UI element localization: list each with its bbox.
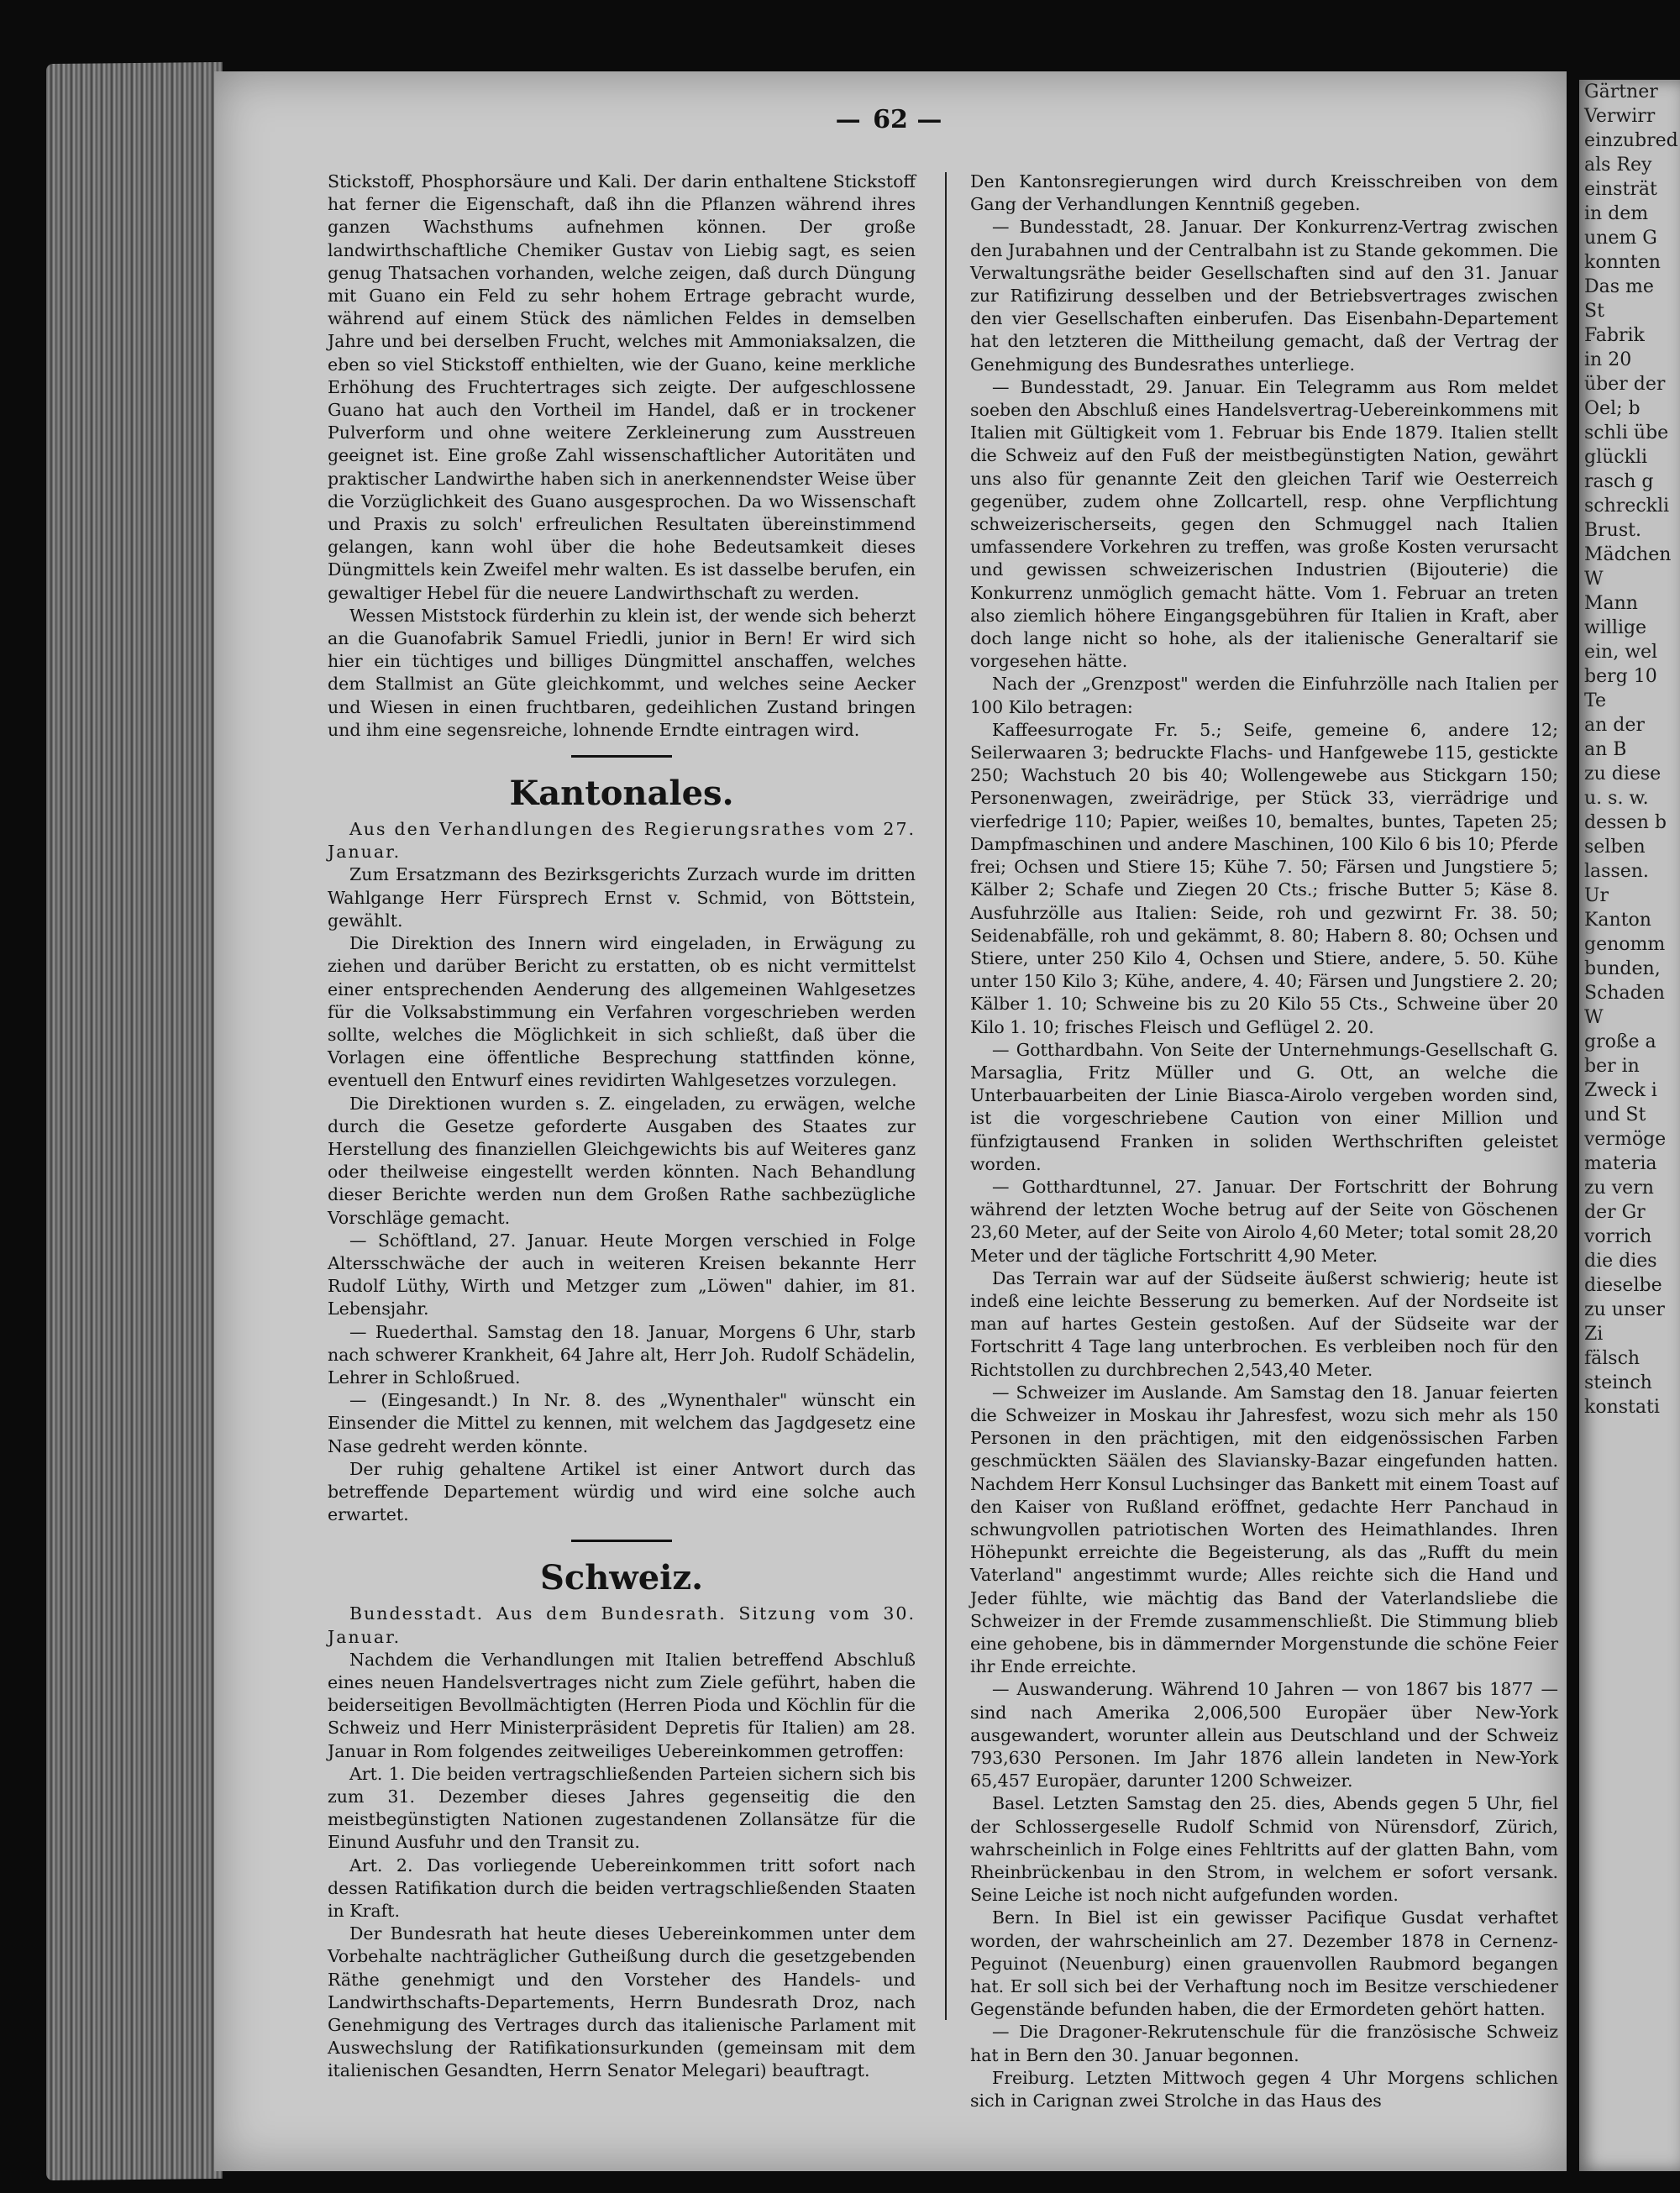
adjacent-page-line: Das me: [1584, 276, 1654, 297]
article-paragraph: Art. 2. Das vorliegende Uebereinkommen tritt sofort nach dessen Ratifikation durch die beiden vertragschließenden Staaten in Kraft.: [328, 1855, 916, 1922]
adjacent-page-line: Zi: [1584, 1324, 1604, 1345]
adjacent-page-fragment: [1579, 80, 1680, 2171]
adjacent-page-line: zu vern: [1584, 1178, 1654, 1199]
adjacent-page-line: lassen.: [1584, 861, 1649, 882]
section-heading-kantonales: Kantonales.: [509, 774, 734, 814]
article-paragraph: Bern. In Biel ist ein gewisser Pacifique Gusdat verhaftet worden, der wahrscheinlich am 27. Dezember 1878 in Cernenz-Peguinot (Neuenburg) einen grauenvollen Raubmord begangen hat. Er soll sich bei der Verhaftung noch im Besitze verschiedener Gegenstände befunden haben, die der Ermordeten gehört hatten.: [970, 1907, 1558, 2020]
article-paragraph: Nachdem die Verhandlungen mit Italien betreffend Abschluß eines neuen Handelsvertrages nicht zum Ziele geführt, haben die beiderseitigen Bevollmächtigten (Herren Pioda und Köchlin für die Schweiz und Herr Ministerpräsident Depretis für Italien) am 28. Januar in Rom folgendes zeitweiliges Uebereinkommen getroffen:: [328, 1649, 916, 1761]
adjacent-page-line: unem G: [1584, 228, 1657, 249]
book-page-edges: [46, 62, 223, 2180]
adjacent-page-line: materia: [1584, 1153, 1657, 1174]
article-paragraph: Kaffeesurrogate Fr. 5.; Seife, gemeine 6, andere 12; Seilerwaaren 3; bedruckte Flachs- und Hanfgewebe 115, gestickte 250; Wachstuch 20 bis 40; Wollengewebe aus Stickgarn 150; Personenwagen, zweirädrige, per Stück 33, vierrädrige und vierfedrige 110; Papier, weißes 10, bemaltes, buntes, Tapeten 25; Dampfmaschinen und andere Maschinen, 100 Kilo 6 bis 10; Pferde frei; Ochsen und Stiere 15; Kühe 7. 50; Färsen und Jungstiere 5; Kälber 2; Schafe und Ziegen 20 Cts.; frische Butter 5; Käse 8. Ausfuhrzölle aus Italien: Seide, roh und gezwirnt Fr. 38. 50; Seidenabfälle, roh und gekämmt, 8. 80; Habern 8. 80; Ochsen und Stiere, unter 250 Kilo 4, Ochsen und Stiere, andere, 5. 50. Kühe unter 150 Kilo 3; Kühe, andere, 4. 40; Färsen und Jungstiere 2. 20; Kälber 1. 10; Schweine bis zu 20 Kilo 55 Cts., Schweine über 20 Kilo 1. 10; frisches Fleisch und Geflügel 2. 20.: [970, 719, 1558, 1037]
adjacent-page-line: Ur: [1584, 885, 1609, 906]
adjacent-page-line: einzubred: [1584, 130, 1678, 151]
article-paragraph: Freiburg. Letzten Mittwoch gegen 4 Uhr Morgens schlichen sich in Carignan zwei Strolche in das Haus des: [970, 2067, 1558, 2112]
left-column: [328, 171, 916, 2083]
section-intro: Bundesstadt. Aus dem Bundesrath. Sitzung vom 30. Januar.: [328, 1603, 916, 1647]
adjacent-page-line: als Rey: [1584, 155, 1652, 176]
adjacent-page-line: W: [1584, 569, 1604, 590]
adjacent-page-line: glückli: [1584, 447, 1648, 468]
page-number: 62: [873, 105, 908, 134]
adjacent-page-line: konstati: [1584, 1397, 1660, 1418]
article-paragraph: Die Direktionen wurden s. Z. eingeladen, zu erwägen, welche durch die Gesetze geforderte Ausgaben des Staates zur Herstellung des finanziellen Gleichgewichts bis auf Weiteres ganz oder theilweise eingestellt werden könnten. Nach Behandlung dieser Berichte werden nun dem Großen Rathe sachbezügliche Vorschläge gemacht.: [328, 1093, 916, 1228]
adjacent-page-line: Mädchen: [1584, 544, 1672, 565]
article-paragraph: Die Direktion des Innern wird eingeladen, in Erwägung zu ziehen und darüber Bericht zu erstatten, ob es nicht vermittelst einer entsprechenden Aenderung des allgemeinen Wahlgesetzes für die Volksabstimmung ein Verfahren vorgeschrieben werden sollte, welches die Möglichkeit in sich schließt, daß über die Vorlagen eine öffentliche Besprechung stattfinden könne, eventuell den Entwurf eines revidirten Wahlgesetzes vorzulegen.: [328, 933, 916, 1091]
article-paragraph: Zum Ersatzmann des Bezirksgerichts Zurzach wurde im dritten Wahlgange Herr Fürsprech Ernst v. Schmid, von Böttstein, gewählt.: [328, 864, 916, 931]
adjacent-page-line: vorrich: [1584, 1226, 1652, 1247]
article-paragraph: Wessen Miststock fürderhin zu klein ist, der wende sich beherzt an die Guanofabrik Samuel Friedli, junior in Bern! Er wird sich hier ein tüchtiges und billiges Düngmittel anschaffen, welches dem Stallmist an Güte gleichkommt, und welches seine Aecker und Wiesen in einen fruchtbaren, gedeihlichen Zustand bringen und ihm eine segensreiche, lohnende Erndte eintragen wird.: [328, 605, 916, 740]
article-paragraph: — (Eingesandt.) In Nr. 8. des „Wynenthaler" wünscht ein Einsender die Mittel zu kennen, mit welchem das Jagdgesetz eine Nase gedreht werden könnte.: [328, 1390, 916, 1456]
adjacent-page-line: einsträt: [1584, 179, 1657, 200]
adjacent-page-line: St: [1584, 301, 1604, 322]
article-paragraph: — Bundesstadt, 29. Januar. Ein Telegramm aus Rom meldet soeben den Abschluß eines Handelsvertrag-Uebereinkommens mit Italien mit Gültigkeit vom 1. Februar bis Ende 1879. Italien stellt die Schweiz auf den Fuß der meistbegünstigten Nation, gewährt uns also für genannte Zeit den gleichen Tarif wie Oesterreich gegenüber, zudem ohne Zollcartell, resp. ohne Verpflichtung schweizerischerseits, gegen den Schmuggel nach Italien umfassendere Vorkehren zu treffen, was große Kosten verursacht und gewissen schweizerischen Industrien (Bijouterie) die Konkurrenz unmöglich gemacht hätte. Vom 1. Februar an treten also ziemlich höhere Eingangsgebühren für Italien in Kraft, aber doch lange nicht so hohe, als der italienische Generaltarif sie vorgesehen hätte.: [970, 376, 1558, 672]
adjacent-page-line: u. s. w.: [1584, 788, 1649, 809]
adjacent-page-line: dieselbe: [1584, 1275, 1662, 1296]
newspaper-page: [214, 71, 1567, 2171]
adjacent-page-line: schreckli: [1584, 496, 1670, 517]
adjacent-page-line: große a: [1584, 1031, 1656, 1052]
adjacent-page-line: zu unser: [1584, 1299, 1665, 1320]
adjacent-page-line: Gärtner: [1584, 81, 1658, 102]
article-paragraph: — Gotthardtunnel, 27. Januar. Der Fortschritt der Bohrung während der letzten Woche betrug auf der Seite von Göschenen 23,60 Meter, auf der Seite von Airolo 4,60 Meter; total somit 28,20 Meter und der tägliche Fortschritt 4,90 Meter.: [970, 1176, 1558, 1266]
adjacent-page-line: der Gr: [1584, 1202, 1646, 1223]
adjacent-page-line: Kanton: [1584, 910, 1651, 931]
adjacent-page-line: in 20: [1584, 349, 1632, 370]
adjacent-page-line: vermöge: [1584, 1129, 1667, 1150]
column-divider: [945, 172, 947, 2020]
section-divider: [571, 755, 672, 758]
article-paragraph: — Auswanderung. Während 10 Jahren — von 1867 bis 1877 — sind nach Amerika 2,006,500 Europäer über New-York ausgewandert, worunter allein aus Deutschland und der Schweiz 793,630 Personen. Im Jahr 1876 allein landeten in New-York 65,457 Europäer, darunter 1200 Schweizer.: [970, 1679, 1558, 1792]
adjacent-page-line: fälsch: [1584, 1348, 1641, 1369]
section-heading-schweiz: Schweiz.: [539, 1558, 704, 1598]
adjacent-page-line: rasch g: [1584, 471, 1654, 492]
adjacent-page-line: die dies: [1584, 1251, 1657, 1272]
adjacent-page-line: Te: [1584, 690, 1606, 711]
adjacent-page-line: steinch: [1584, 1372, 1652, 1393]
right-column: [970, 171, 1558, 2112]
adjacent-page-line: bunden,: [1584, 958, 1661, 979]
adjacent-page-line: an B: [1584, 739, 1627, 760]
article-paragraph: — Schöftland, 27. Januar. Heute Morgen verschied in Folge Altersschwäche der auch in weiteren Kreisen bekannte Herr Rudolf Lüthy, Wirth und Metzger zum „Löwen" dahier, im 81. Lebensjahr.: [328, 1230, 916, 1319]
adjacent-page-line: Fabrik: [1584, 325, 1645, 346]
adjacent-page-line: dessen b: [1584, 812, 1667, 833]
article-paragraph: — Schweizer im Auslande. Am Samstag den 18. Januar feierten die Schweizer in Moskau ihr Jahresfest, wozu sich mehr als 150 Personen in den prächtigen, mit den eidgenössischen Farben geschmückten Säälen des Slaviansky-Bazar eingefunden hatten. Nachdem Herr Konsul Luchsinger das Bankett mit einem Toast auf den Kaiser von Rußland eröffnet, gedachte Herr Panchaud in schwungvollen patriotischen Worten des Heimathlandes. Ihren Höhepunkt erreichte die Begeisterung, als das „Rufft du mein Vaterland" angestimmt wurde; Alles reichte sich die Hand und Jeder fühlte, wie mächtig das Band der Vaterlandsliebe die Schweizer in der Fremde zusammenschließt. Die Stimmung blieb eine gehobene, bis in dämmernder Morgenstunde die schöne Feier ihr Ende erreichte.: [970, 1382, 1558, 1677]
adjacent-page-line: genomm: [1584, 934, 1666, 955]
adjacent-page-line: Oel; b: [1584, 398, 1641, 419]
adjacent-page-line: ein, wel: [1584, 642, 1658, 663]
adjacent-page-line: schli übe: [1584, 422, 1669, 443]
adjacent-page-line: W: [1584, 1007, 1604, 1028]
adjacent-page-line: selben: [1584, 837, 1646, 858]
adjacent-page-line: ber in: [1584, 1056, 1640, 1077]
adjacent-page-line: Zweck i: [1584, 1080, 1657, 1101]
article-paragraph: Der Bundesrath hat heute dieses Uebereinkommen unter dem Vorbehalte nachträglicher Gutheißung durch die gesetzgebenden Räthe genehmigt und den Vorsteher des Handels- und Landwirthschafts-Departements, Herrn Bundesrath Droz, nach Genehmigung des Vertrages durch das italienische Parlament mit Auswechslung der Ratifikationsurkunden (gemeinsam mit dem italienischen Gesandten, Herrn Senator Melegari) beauftragt.: [328, 1923, 916, 2081]
article-paragraph: — Ruederthal. Samstag den 18. Januar, Morgens 6 Uhr, starb nach schwerer Krankheit, 64 Jahre alt, Herr Joh. Rudolf Schädelin, Lehrer in Schloßrued.: [328, 1321, 916, 1388]
section-divider: [571, 1540, 672, 1542]
adjacent-page-line: in dem: [1584, 203, 1649, 224]
article-paragraph: Stickstoff, Phosphorsäure und Kali. Der darin enthaltene Stickstoff hat ferner die Eigenschaft, daß ihn die Pflanzen während ihres ganzen Wachsthums aufnehmen können. Der große landwirthschaftliche Chemiker Gustav von Liebig sagt, es seien genug Thatsachen vorhanden, welche zeigen, daß durch Düngung mit Guano ein Feld zu sehr hohem Ertrage gebracht wurde, während auf einem Stück des nämlichen Feldes in demselben Jahre und bei derselben Frucht, welches mit Ammoniaksalzen, die eben so viel Stickstoff enthielten, wie der Guano, keine merkliche Erhöhung des Fruchtertrages sich zeigte. Der aufgeschlossene Guano hat auch den Vortheil im Handel, daß er in trockener Pulverform und ohne weitere Zerkleinerung zum Ausstreuen geeignet ist. Eine große Zahl wissenschaftlicher Autoritäten und praktischer Landwirthe haben sich in anerkennendster Weise über die Vorzüglichkeit des Guano ausgesprochen. Da wo Wissenschaft und Praxis zu solch' erfreulichen Resultaten übereinstimmend gelangen, kann wohl über die hohe Bedeutsamkeit dieses Düngmittels kein Zweifel mehr walten. Es ist dasselbe berufen, ein gewaltiger Hebel für die neuere Landwirthschaft zu werden.: [328, 171, 916, 603]
adjacent-page-line: berg 10: [1584, 666, 1657, 687]
article-paragraph: — Gotthardbahn. Von Seite der Unternehmungs-Gesellschaft G. Marsaglia, Fritz Müller und G. Ott, an welche die Unterbauarbeiten der Linie Biasca-Airolo vergeben worden sind, ist die vorgeschriebene Caution von einer Million und fünfzigtausend Franken in soliden Werthschriften geleistet worden.: [970, 1039, 1558, 1174]
adjacent-page-line: zu diese: [1584, 763, 1662, 784]
adjacent-page-line: Mann: [1584, 593, 1638, 614]
adjacent-page-line: willige: [1584, 617, 1647, 638]
article-paragraph: Basel. Letzten Samstag den 25. dies, Abends gegen 5 Uhr, fiel der Schlossergeselle Rudolf Schmid von Nürensdorf, Zürich, wahrscheinlich in Folge eines Fehltritts auf der glatten Bahn, vom Rheinbrückenbau in den Strom, in welchem er sofort versank. Seine Leiche ist noch nicht aufgefunden worden.: [970, 1793, 1558, 1906]
adjacent-page-line: Verwirr: [1584, 106, 1656, 127]
article-paragraph: Den Kantonsregierungen wird durch Kreisschreiben von dem Gang der Verhandlungen Kenntniß gegeben.: [970, 171, 1558, 215]
section-intro: Aus den Verhandlungen des Regierungsrathes vom 27. Januar.: [328, 819, 916, 863]
article-paragraph: — Bundesstadt, 28. Januar. Der Konkurrenz-Vertrag zwischen den Jurabahnen und der Centralbahn ist zu Stande gekommen. Die Verwaltungsräthe beider Gesellschaften sind auf den 31. Januar zur Ratifizirung desselben und der Betriebsvertrages zwischen den vier Gesellschaften einberufen. Das Eisenbahn-Departement hat den letzteren die Mittheilung gemacht, daß der Vertrag der Genehmigung des Bundesrathes unterliege.: [970, 217, 1558, 375]
adjacent-page-line: an der: [1584, 715, 1645, 736]
article-paragraph: — Die Dragoner-Rekrutenschule für die französische Schweiz hat in Bern den 30. Januar begonnen.: [970, 2022, 1558, 2065]
adjacent-page-line: Schaden: [1584, 983, 1665, 1004]
adjacent-page-line: und St: [1584, 1104, 1646, 1125]
article-paragraph: Der ruhig gehaltene Artikel ist einer Antwort durch das betreffende Departement würdig und wird eine solche auch erwartet.: [328, 1458, 916, 1525]
article-paragraph: Nach der „Grenzpost" werden die Einfuhrzölle nach Italien per 100 Kilo betragen:: [970, 674, 1558, 717]
adjacent-page-line: konnten: [1584, 252, 1661, 273]
article-paragraph: Art. 1. Die beiden vertragschließenden Parteien sichern sich bis zum 31. Dezember dieses Jahres gegenseitig die den meistbegünstigten Nationen zugestandenen Zollansätze für die Einund Ausfuhr und den Transit zu.: [328, 1763, 916, 1853]
adjacent-page-line: über der: [1584, 374, 1666, 395]
article-paragraph: Das Terrain war auf der Südseite äußerst schwierig; heute ist indeß eine leichte Besserung zu bemerken. Auf der Nordseite ist man auf hartes Gestein gestoßen. Auf der Südseite war der Fortschritt 4 Tage lang unterbrochen. Es verbleiben noch für den Richtstollen zu durchbrechen 2,543,40 Meter.: [970, 1267, 1558, 1380]
adjacent-page-line: Brust.: [1584, 520, 1641, 541]
page-header: — 62 —: [835, 105, 946, 134]
